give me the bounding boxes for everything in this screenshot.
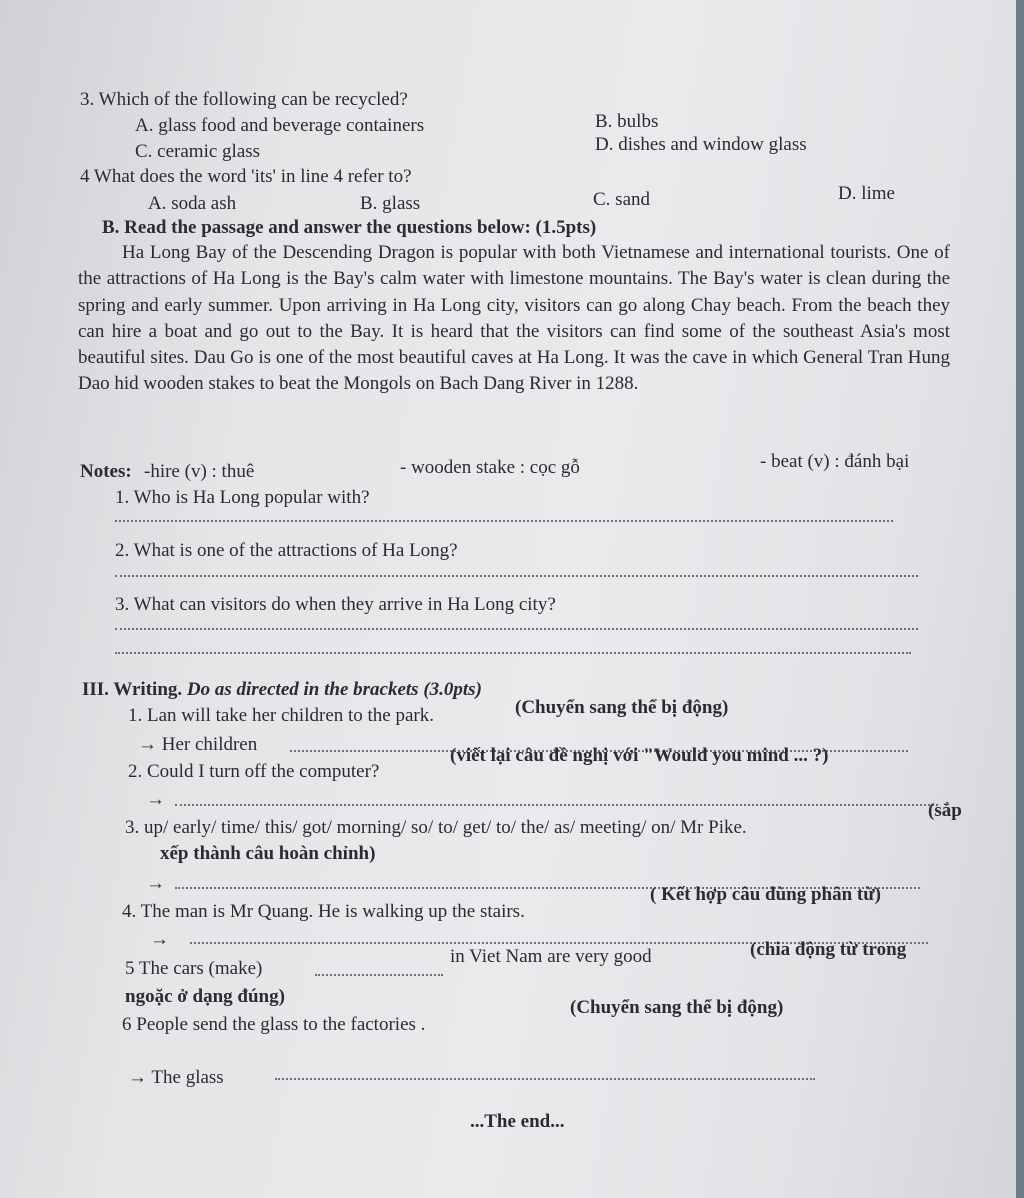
writing-item-3: 3. up/ early/ time/ this/ got/ morning/ so/ to/ get/ to/ the/ as/ meeting/ on/ Mr Pike. (125, 817, 747, 838)
writing-item-3-instruction-a: (sắp (928, 800, 962, 821)
writing-item-6-prompt: → The glass (128, 1067, 224, 1088)
note-wooden-stake: - wooden stake : cọc gỗ (400, 457, 580, 478)
q3-option-c: C. ceramic glass (135, 141, 261, 162)
writing-item-3-instruction-b: xếp thành câu hoàn chỉnh) (160, 843, 376, 864)
writing-item-5-end: in Viet Nam are very good (450, 946, 652, 967)
reading-passage (78, 240, 950, 398)
question-3: 3. Which of the following can be recycled? (80, 89, 408, 110)
writing-item-5-start: 5 The cars (make) (125, 958, 263, 979)
reading-question-1: 1. Who is Ha Long popular with? (115, 487, 370, 508)
writing-item-5-blank[interactable] (315, 974, 443, 976)
writing-item-2-instruction: (viết lại câu đề nghị với "Would you mind ... ?) (450, 745, 829, 766)
writing-answer-line-6[interactable] (275, 1078, 815, 1080)
reading-question-2: 2. What is one of the attractions of Ha Long? (115, 540, 458, 561)
writing-item-6-instruction: (Chuyển sang thể bị động) (570, 997, 784, 1018)
answer-line-3b[interactable] (115, 652, 911, 654)
writing-item-1: 1. Lan will take her children to the park. (128, 705, 435, 726)
q4-option-c: C. sand (593, 189, 650, 210)
writing-item-6: 6 People send the glass to the factories . (122, 1014, 426, 1035)
writing-item-4: 4. The man is Mr Quang. He is walking up the stairs. (122, 901, 525, 922)
writing-item-5-instruction-a: (chia động từ trong (750, 939, 907, 960)
q3-option-b: B. bulbs (595, 111, 659, 132)
answer-line-3a[interactable] (115, 628, 918, 630)
writing-heading (82, 678, 482, 702)
note-beat: - beat (v) : đánh bại (760, 451, 910, 472)
writing-answer-line-2[interactable] (175, 804, 938, 806)
reading-question-3: 3. What can visitors do when they arrive in Ha Long city? (115, 594, 556, 615)
passage-text: Ha Long Bay of the Descending Dragon is popular with both Vietnamese and international tourists. One of the attractions of Ha Long is the Bay's calm water with limestone mountains. The Bay's water is clean during the spring and early summer. Upon arriving in Ha Long city, visitors can go along Chay beach. From the beach they can hire a boat and go out to the Bay. It is heard that the visitors can find some of the southeast Asia's most beautiful sites. Dau Go is one of the most beautiful caves at Ha Long. It was the cave in which General Tran Hung Dao hid wooden stakes to beat the Mongols on Bach Dang River in 1288. (78, 242, 950, 395)
notes-label: Notes: (80, 461, 132, 482)
writing-heading-instruction: Do as directed in the brackets (3.0pts) (186, 679, 482, 700)
writing-item-5-instruction-b: ngoặc ở dạng đúng) (125, 986, 285, 1007)
writing-item-1-prompt: → Her children (138, 734, 258, 755)
writing-item-2-prompt: → (146, 789, 165, 810)
section-b-heading: B. Read the passage and answer the questions below: (1.5pts) (102, 217, 597, 238)
q4-option-d: D. lime (838, 183, 895, 204)
writing-item-3-prompt: → (146, 873, 165, 894)
the-end: ...The end... (470, 1111, 565, 1132)
q3-option-a: A. glass food and beverage containers (135, 115, 425, 136)
q4-option-b: B. glass (360, 193, 421, 214)
q3-option-d: D. dishes and window glass (595, 134, 807, 155)
question-4: 4 What does the word 'its' in line 4 refer to? (80, 166, 412, 187)
writing-heading-title: III. Writing. (82, 679, 183, 700)
note-hire: -hire (v) : thuê (144, 461, 255, 482)
writing-item-1-instruction: (Chuyển sang thể bị động) (515, 697, 729, 718)
answer-line-2[interactable] (115, 575, 918, 577)
writing-item-4-instruction: ( Kết hợp câu dùng phân từ) (650, 884, 881, 905)
page-edge (1016, 0, 1024, 1198)
answer-line-1[interactable] (115, 520, 893, 522)
writing-item-4-prompt: → (150, 929, 169, 950)
writing-item-2: 2. Could I turn off the computer? (128, 761, 380, 782)
q4-option-a: A. soda ash (148, 193, 237, 214)
